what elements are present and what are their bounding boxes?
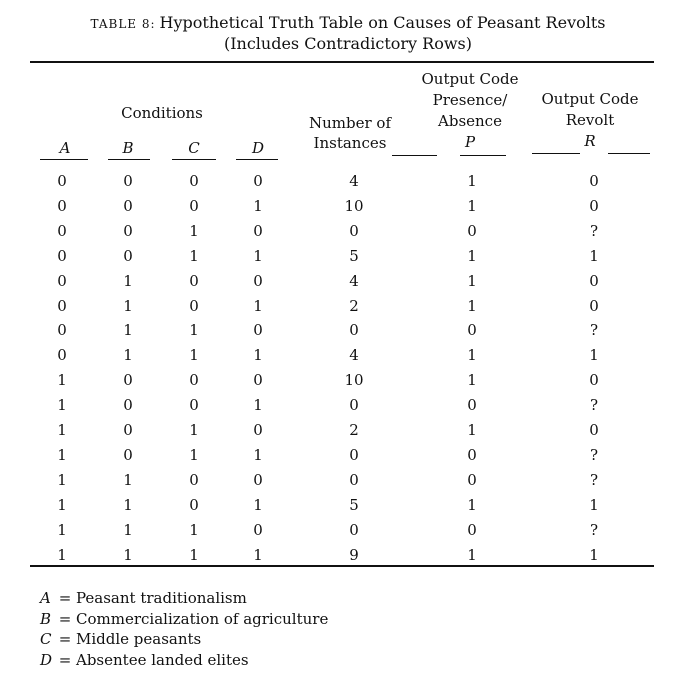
cell-c: 0 [189,471,199,489]
legend-key: B [40,609,52,628]
cell-d: 0 [253,471,263,489]
legend-equals: = [58,650,72,669]
legend-key: A [40,589,51,607]
cell-a: 0 [57,197,67,215]
cell-presence: 1 [467,272,477,290]
header-underline-revolt-right [608,153,650,154]
revolt-header-line1: Output Code [541,90,639,108]
cell-b: 1 [123,471,133,489]
legend-item [40,609,328,629]
cell-a: 1 [57,396,67,414]
bottom-rule [30,565,654,567]
cell-presence: 0 [467,321,477,339]
cell-c: 0 [189,371,199,389]
cell-instances: 4 [349,172,359,190]
cell-b: 1 [123,521,133,539]
cell-d: 0 [253,321,263,339]
top-rule [30,61,654,63]
cell-revolt: 0 [589,421,599,439]
cell-b: 0 [123,222,133,240]
legend-text: Middle peasants [76,630,202,648]
cell-presence: 0 [467,446,477,464]
cell-presence: 1 [467,546,477,564]
cell-revolt: 1 [589,346,599,364]
cell-a: 0 [57,346,67,364]
cell-presence: 0 [467,521,477,539]
cell-revolt: ? [589,446,599,464]
cell-instances: 9 [349,546,359,564]
legend-item [40,629,201,649]
cell-d: 1 [253,446,263,464]
cell-b: 1 [123,496,133,514]
col-a-header: A [59,139,71,157]
cell-d: 0 [253,521,263,539]
cell-c: 1 [189,521,199,539]
legend-equals: = [58,630,72,648]
cell-revolt: 1 [589,247,599,265]
cell-revolt: ? [589,521,599,539]
cell-b: 1 [123,321,133,339]
cell-d: 0 [253,272,263,290]
cell-c: 0 [189,297,199,315]
presence-header-line3: Absence [438,112,502,130]
header-underline-c [172,159,216,160]
cell-b: 0 [123,446,133,464]
cell-instances: 0 [349,471,359,489]
cell-revolt: ? [589,471,599,489]
header-underline-d [236,159,278,160]
cell-d: 1 [253,396,263,414]
cell-instances: 4 [349,346,359,364]
table-title-text: Hypothetical Truth Table on Causes of Peasant Revolts [159,13,606,32]
cell-instances: 0 [349,521,359,539]
cell-c: 1 [189,247,199,265]
cell-c: 1 [189,222,199,240]
cell-instances: 2 [349,421,359,439]
header-underline-instances [392,155,437,156]
cell-presence: 0 [467,222,477,240]
cell-a: 1 [57,496,67,514]
cell-c: 1 [189,321,199,339]
legend-item [40,650,249,670]
cell-revolt: 0 [589,272,599,290]
legend-key: D [40,650,53,669]
cell-presence: 1 [467,197,477,215]
cell-b: 0 [123,421,133,439]
cell-revolt: 0 [589,297,599,315]
cell-c: 1 [189,421,199,439]
cell-revolt: 0 [589,371,599,389]
cell-c: 1 [189,446,199,464]
cell-presence: 1 [467,172,477,190]
table-title [0,13,696,53]
cell-a: 1 [57,546,67,564]
header-underline-a [40,159,88,160]
col-b-header: B [122,139,134,157]
cell-a: 1 [57,371,67,389]
presence-header-line1: Output Code [421,70,519,88]
cell-instances: 4 [349,272,359,290]
cell-d: 1 [253,197,263,215]
cell-instances: 0 [349,396,359,414]
legend-text: Peasant traditionalism [76,589,247,607]
cell-c: 1 [189,546,199,564]
cell-b: 0 [123,197,133,215]
cell-revolt: 1 [589,496,599,514]
cell-instances: 5 [349,496,359,514]
cell-presence: 1 [467,371,477,389]
cell-a: 0 [57,172,67,190]
cell-c: 0 [189,197,199,215]
cell-d: 1 [253,297,263,315]
cell-presence: 0 [467,396,477,414]
cell-presence: 1 [467,297,477,315]
cell-d: 0 [253,222,263,240]
cell-instances: 0 [349,222,359,240]
cell-a: 0 [57,297,67,315]
cell-d: 0 [253,421,263,439]
cell-c: 1 [189,346,199,364]
cell-revolt: 0 [589,172,599,190]
cell-d: 1 [253,247,263,265]
legend-equals: = [58,589,72,607]
cell-a: 1 [57,471,67,489]
cell-revolt: ? [589,321,599,339]
cell-instances: 2 [349,297,359,315]
cell-c: 0 [189,172,199,190]
cell-c: 0 [189,272,199,290]
cell-a: 0 [57,272,67,290]
header-underline-b [108,159,150,160]
cell-c: 0 [189,396,199,414]
cell-presence: 0 [467,471,477,489]
table-label: TABLE 8: [90,17,156,31]
conditions-header: Conditions [121,104,203,122]
header-underline-revolt-left [532,153,580,154]
cell-b: 1 [123,297,133,315]
cell-b: 0 [123,396,133,414]
legend-text: Absentee landed elites [76,650,249,669]
cell-d: 1 [253,496,263,514]
cell-revolt: ? [589,222,599,240]
cell-instances: 0 [349,321,359,339]
col-d-header: D [251,139,265,157]
cell-d: 1 [253,546,263,564]
header-underline-presence [460,155,506,156]
cell-instances: 10 [344,197,364,215]
cell-presence: 1 [467,346,477,364]
cell-a: 0 [57,247,67,265]
cell-presence: 1 [467,421,477,439]
legend-text: Commercialization of agriculture [76,609,329,628]
cell-a: 0 [57,321,67,339]
legend-item [40,588,247,608]
cell-a: 1 [57,421,67,439]
table-subtitle: (Includes Contradictory Rows) [223,34,473,53]
cell-a: 0 [57,222,67,240]
revolt-header-line2: Revolt [565,111,615,129]
legend-key: C [40,630,52,648]
cell-a: 1 [57,446,67,464]
revolt-header-code: R [584,132,596,150]
cell-d: 1 [253,346,263,364]
presence-header-line2: Presence/ [432,91,508,109]
cell-d: 0 [253,172,263,190]
cell-a: 1 [57,521,67,539]
col-c-header: C [188,139,200,157]
cell-b: 0 [123,172,133,190]
cell-revolt: 1 [589,546,599,564]
cell-c: 0 [189,496,199,514]
presence-header-code: P [464,133,476,151]
cell-revolt: 0 [589,197,599,215]
cell-b: 1 [123,346,133,364]
cell-instances: 0 [349,446,359,464]
cell-instances: 5 [349,247,359,265]
cell-b: 1 [123,546,133,564]
cell-instances: 10 [344,371,364,389]
cell-b: 0 [123,371,133,389]
cell-presence: 1 [467,496,477,514]
cell-presence: 1 [467,247,477,265]
cell-d: 0 [253,371,263,389]
instances-header-line2: Instances [313,134,387,152]
instances-header-line1: Number of [308,114,391,132]
cell-b: 1 [123,272,133,290]
cell-b: 0 [123,247,133,265]
legend-equals: = [58,609,72,628]
cell-revolt: ? [589,396,599,414]
